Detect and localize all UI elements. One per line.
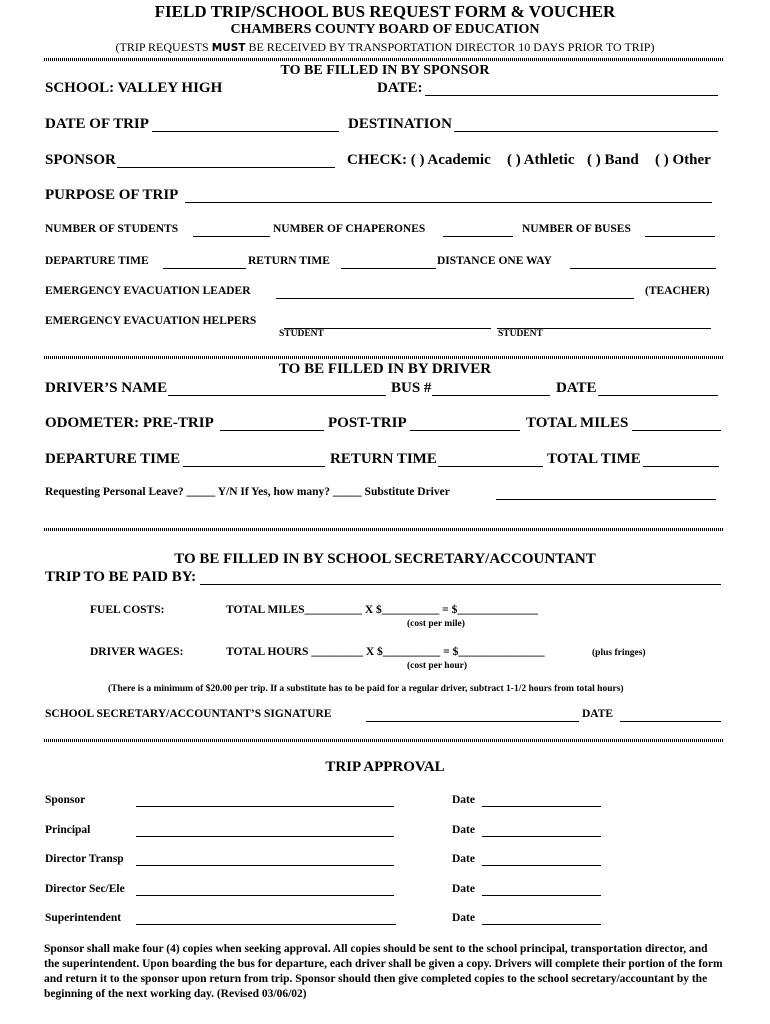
odometer-pre-trip-label: ODOMETER: PRE-TRIP <box>45 415 214 431</box>
section-divider <box>44 739 724 742</box>
approval-superintendent-date-label: Date <box>452 912 475 924</box>
approval-principal-date[interactable] <box>482 836 601 837</box>
plus-fringes-caption: (plus fringes) <box>592 648 646 658</box>
cost-per-hour-caption: (cost per hour) <box>407 661 467 671</box>
num-students-label: NUMBER OF STUDENTS <box>45 223 179 235</box>
evac-leader-field[interactable] <box>276 298 634 299</box>
departure-time-label: DEPARTURE TIME <box>45 255 149 267</box>
signature-label: SCHOOL SECRETARY/ACCOUNTANT’S SIGNATURE <box>45 708 332 720</box>
date-of-trip-field[interactable] <box>152 131 339 132</box>
personal-leave-label: Requesting Personal Leave? _____ Y/N If Yes, how many? _____ Substitute Driver <box>45 486 450 498</box>
submission-notice <box>0 40 770 55</box>
substitute-driver-field[interactable] <box>496 499 716 500</box>
drivers-name-label: DRIVER’S NAME <box>45 380 168 396</box>
secretary-section-heading: TO BE FILLED IN BY SCHOOL SECRETARY/ACCOUNTANT <box>174 551 596 567</box>
teacher-label: (TEACHER) <box>645 285 710 297</box>
drivers-name-field[interactable] <box>168 395 386 396</box>
approval-superintendent-label: Superintendent <box>45 912 122 924</box>
purpose-field[interactable] <box>185 202 712 203</box>
driver-wages-label: DRIVER WAGES: <box>90 646 184 658</box>
num-buses-label: NUMBER OF BUSES <box>522 223 631 235</box>
wage-calc-line[interactable]: TOTAL HOURS _________ X $__________ = $_______________ <box>226 646 545 658</box>
notice-must: MUST <box>211 42 246 54</box>
approval-principal-date-label: Date <box>452 824 475 836</box>
num-chaperones-field[interactable] <box>443 236 513 237</box>
date-label: DATE: <box>377 80 423 96</box>
cost-per-mile-caption: (cost per mile) <box>407 619 465 629</box>
form-title: FIELD TRIP/SCHOOL BUS REQUEST FORM & VOUCHER <box>154 2 616 21</box>
driver-departure-time-label: DEPARTURE TIME <box>45 451 181 467</box>
signature-field[interactable] <box>366 721 579 722</box>
post-trip-field[interactable] <box>410 430 520 431</box>
approval-principal-label: Principal <box>45 824 91 836</box>
notice-post: BE RECEIVED BY TRANSPORTATION DIRECTOR 10 DAYS PRIOR TO TRIP) <box>248 40 655 54</box>
date-of-trip-label: DATE OF TRIP <box>45 116 149 132</box>
approval-sponsor-date-label: Date <box>452 794 475 806</box>
approval-director-transp-date[interactable] <box>482 865 601 866</box>
approval-superintendent-date[interactable] <box>482 924 601 925</box>
destination-label: DESTINATION <box>348 116 452 132</box>
approval-section-heading: TRIP APPROVAL <box>325 759 445 775</box>
approval-superintendent-signature[interactable] <box>136 924 396 925</box>
check-athletic[interactable]: ( ) Athletic <box>507 152 575 168</box>
driver-date-label: DATE <box>556 380 597 396</box>
notice-pre: (TRIP REQUESTS <box>115 40 209 54</box>
approval-director-sec-signature[interactable] <box>136 895 394 896</box>
date-field[interactable] <box>425 95 718 96</box>
paid-by-field[interactable] <box>200 584 721 585</box>
student-1-caption: STUDENT <box>279 329 324 339</box>
approval-director-transp-label: Director Transp <box>45 853 124 865</box>
purpose-label: PURPOSE OF TRIP <box>45 187 179 203</box>
secretary-date-label: DATE <box>582 708 614 720</box>
form-subtitle: CHAMBERS COUNTY BOARD OF EDUCATION <box>230 22 540 37</box>
evac-helpers-label: EMERGENCY EVACUATION HELPERS <box>45 315 257 327</box>
num-students-field[interactable] <box>193 236 270 237</box>
approval-principal-signature[interactable] <box>136 836 394 837</box>
total-time-label: TOTAL TIME <box>547 451 641 467</box>
driver-date-field[interactable] <box>598 395 718 396</box>
pre-trip-field[interactable] <box>220 430 324 431</box>
distance-label: DISTANCE ONE WAY <box>437 255 552 267</box>
section-divider <box>44 356 724 359</box>
minimum-note: (There is a minimum of $20.00 per trip. If a substitute has to be paid for a regular driver, subtract 1-1/2 hours from total hours) <box>108 684 624 694</box>
check-academic[interactable]: CHECK: ( ) Academic <box>347 152 491 168</box>
sponsor-section-heading: TO BE FILLED IN BY SPONSOR <box>280 63 490 78</box>
driver-departure-time-field[interactable] <box>183 466 325 467</box>
return-time-field[interactable] <box>341 268 436 269</box>
secretary-date-field[interactable] <box>620 721 721 722</box>
total-time-field[interactable] <box>643 466 719 467</box>
check-other[interactable]: ( ) Other <box>655 152 711 168</box>
section-divider <box>44 528 724 531</box>
return-time-label: RETURN TIME <box>248 255 330 267</box>
post-trip-label: POST-TRIP <box>328 415 407 431</box>
approval-director-transp-date-label: Date <box>452 853 475 865</box>
driver-return-time-label: RETURN TIME <box>330 451 437 467</box>
sponsor-label: SPONSOR <box>45 152 116 168</box>
paid-by-label: TRIP TO BE PAID BY: <box>45 569 197 585</box>
approval-director-sec-date-label: Date <box>452 883 475 895</box>
driver-section-heading: TO BE FILLED IN BY DRIVER <box>278 361 492 377</box>
section-divider <box>44 58 724 61</box>
num-buses-field[interactable] <box>645 236 715 237</box>
total-miles-label: TOTAL MILES <box>526 415 629 431</box>
driver-return-time-field[interactable] <box>438 466 543 467</box>
approval-director-transp-signature[interactable] <box>136 865 394 866</box>
approval-sponsor-date[interactable] <box>482 806 601 807</box>
evac-leader-label: EMERGENCY EVACUATION LEADER <box>45 285 251 297</box>
sponsor-field[interactable] <box>117 167 335 168</box>
school-label: SCHOOL: VALLEY HIGH <box>45 80 223 96</box>
destination-field[interactable] <box>454 131 718 132</box>
fuel-calc-line[interactable]: TOTAL MILES__________ X $__________ = $______________ <box>226 604 538 616</box>
distance-field[interactable] <box>570 268 716 269</box>
student-2-caption: STUDENT <box>498 329 543 339</box>
fuel-costs-label: FUEL COSTS: <box>90 604 165 616</box>
total-miles-field[interactable] <box>632 430 721 431</box>
footer-instructions: Sponsor shall make four (4) copies when seeking approval. All copies should be sent to the school principal, transportation director, and the superintendent. Upon boarding the bus for departure, each driver shall be given a copy. Drivers will complete their portion of the form and return it to the sponsor upon return from trip. Sponsor should then give completed copies to the school secretary/accountant by the beginning of the next working day. (Revised 03/06/02) <box>44 943 723 1000</box>
num-chaperones-label: NUMBER OF CHAPERONES <box>273 223 426 235</box>
approval-director-sec-label: Director Sec/Ele <box>45 883 125 895</box>
approval-sponsor-label: Sponsor <box>45 794 86 806</box>
departure-time-field[interactable] <box>163 268 246 269</box>
bus-number-field[interactable] <box>432 395 550 396</box>
check-band[interactable]: ( ) Band <box>587 152 639 168</box>
bus-number-label: BUS # <box>391 380 432 396</box>
approval-sponsor-signature[interactable] <box>136 806 394 807</box>
approval-director-sec-date[interactable] <box>482 895 601 896</box>
